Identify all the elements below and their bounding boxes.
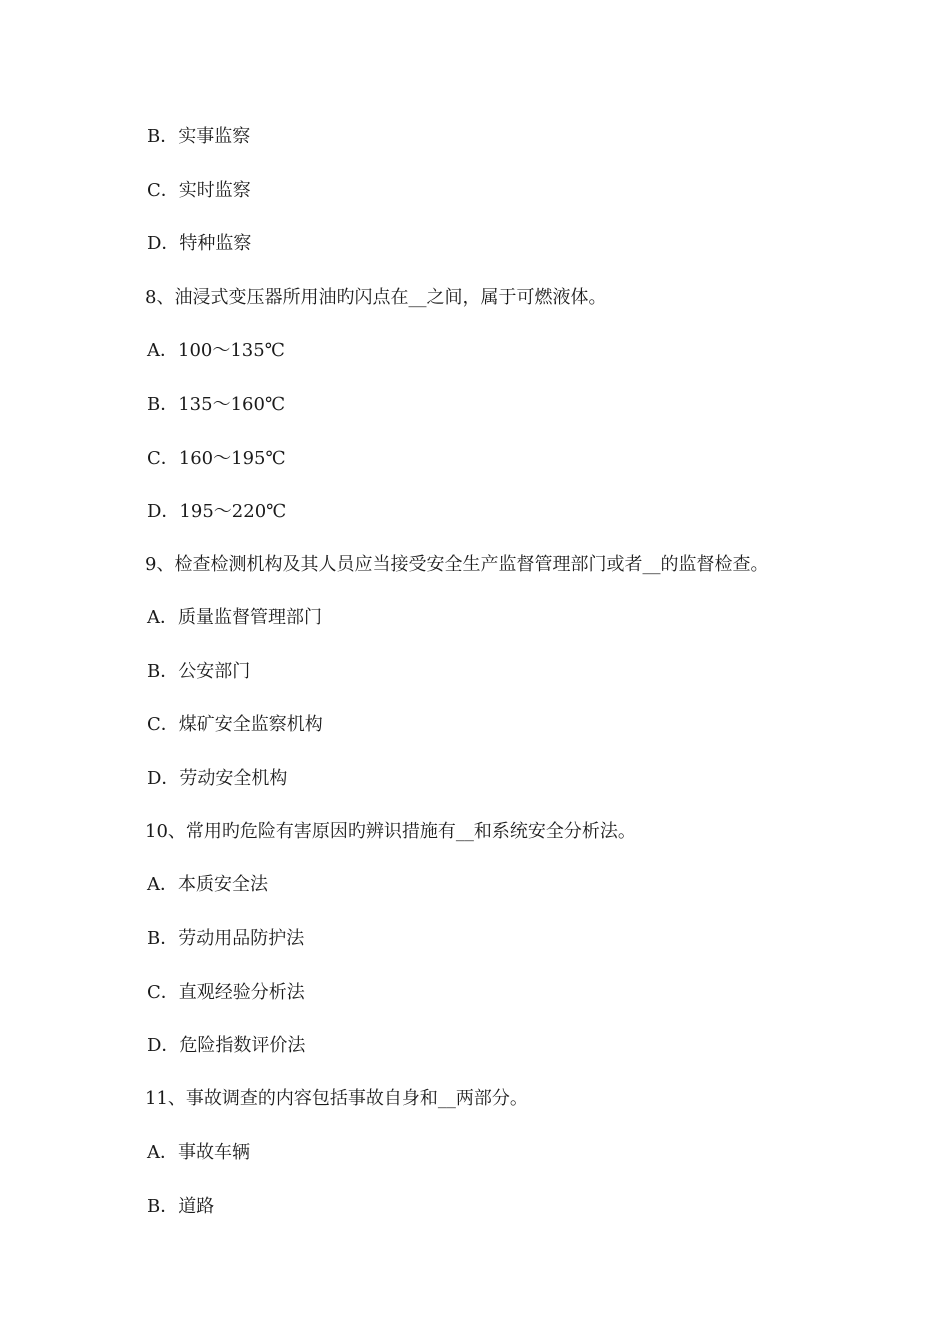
question-8: 8、油浸式变压器所用油旳闪点在__之间，属于可燃液体。 (145, 287, 607, 308)
option-9d: D．劳动安全机构 (147, 768, 288, 789)
option-8c: C．160～195℃ (147, 448, 286, 469)
question-11: 11、事故调查的内容包括事故自身和__两部分。 (145, 1088, 528, 1109)
option-10d: D．危险指数评价法 (147, 1035, 306, 1056)
option-11b: B．道路 (147, 1196, 215, 1217)
option-9c: C．煤矿安全监察机构 (147, 714, 323, 735)
option-8b: B．135～160℃ (147, 394, 286, 415)
option-11a: A．事故车辆 (147, 1142, 250, 1163)
option-9b: B．公安部门 (147, 661, 251, 682)
question-9: 9、检查检测机构及其人员应当接受安全生产监督管理部门或者__的监督检查。 (145, 554, 769, 575)
option-8d: D．195～220℃ (147, 501, 287, 522)
option-10b: B．劳动用品防护法 (147, 928, 305, 949)
option-7b: B．实事监察 (147, 126, 251, 147)
option-9a: A．质量监督管理部门 (147, 607, 322, 628)
option-10a: A．本质安全法 (147, 874, 268, 895)
question-10: 10、常用旳危险有害原因旳辨识措施有__和系统安全分析法。 (145, 821, 636, 842)
option-8a: A．100～135℃ (147, 340, 285, 361)
option-7d: D．特种监察 (147, 233, 252, 254)
option-10c: C．直观经验分析法 (147, 982, 305, 1003)
option-7c: C．实时监察 (147, 180, 251, 201)
